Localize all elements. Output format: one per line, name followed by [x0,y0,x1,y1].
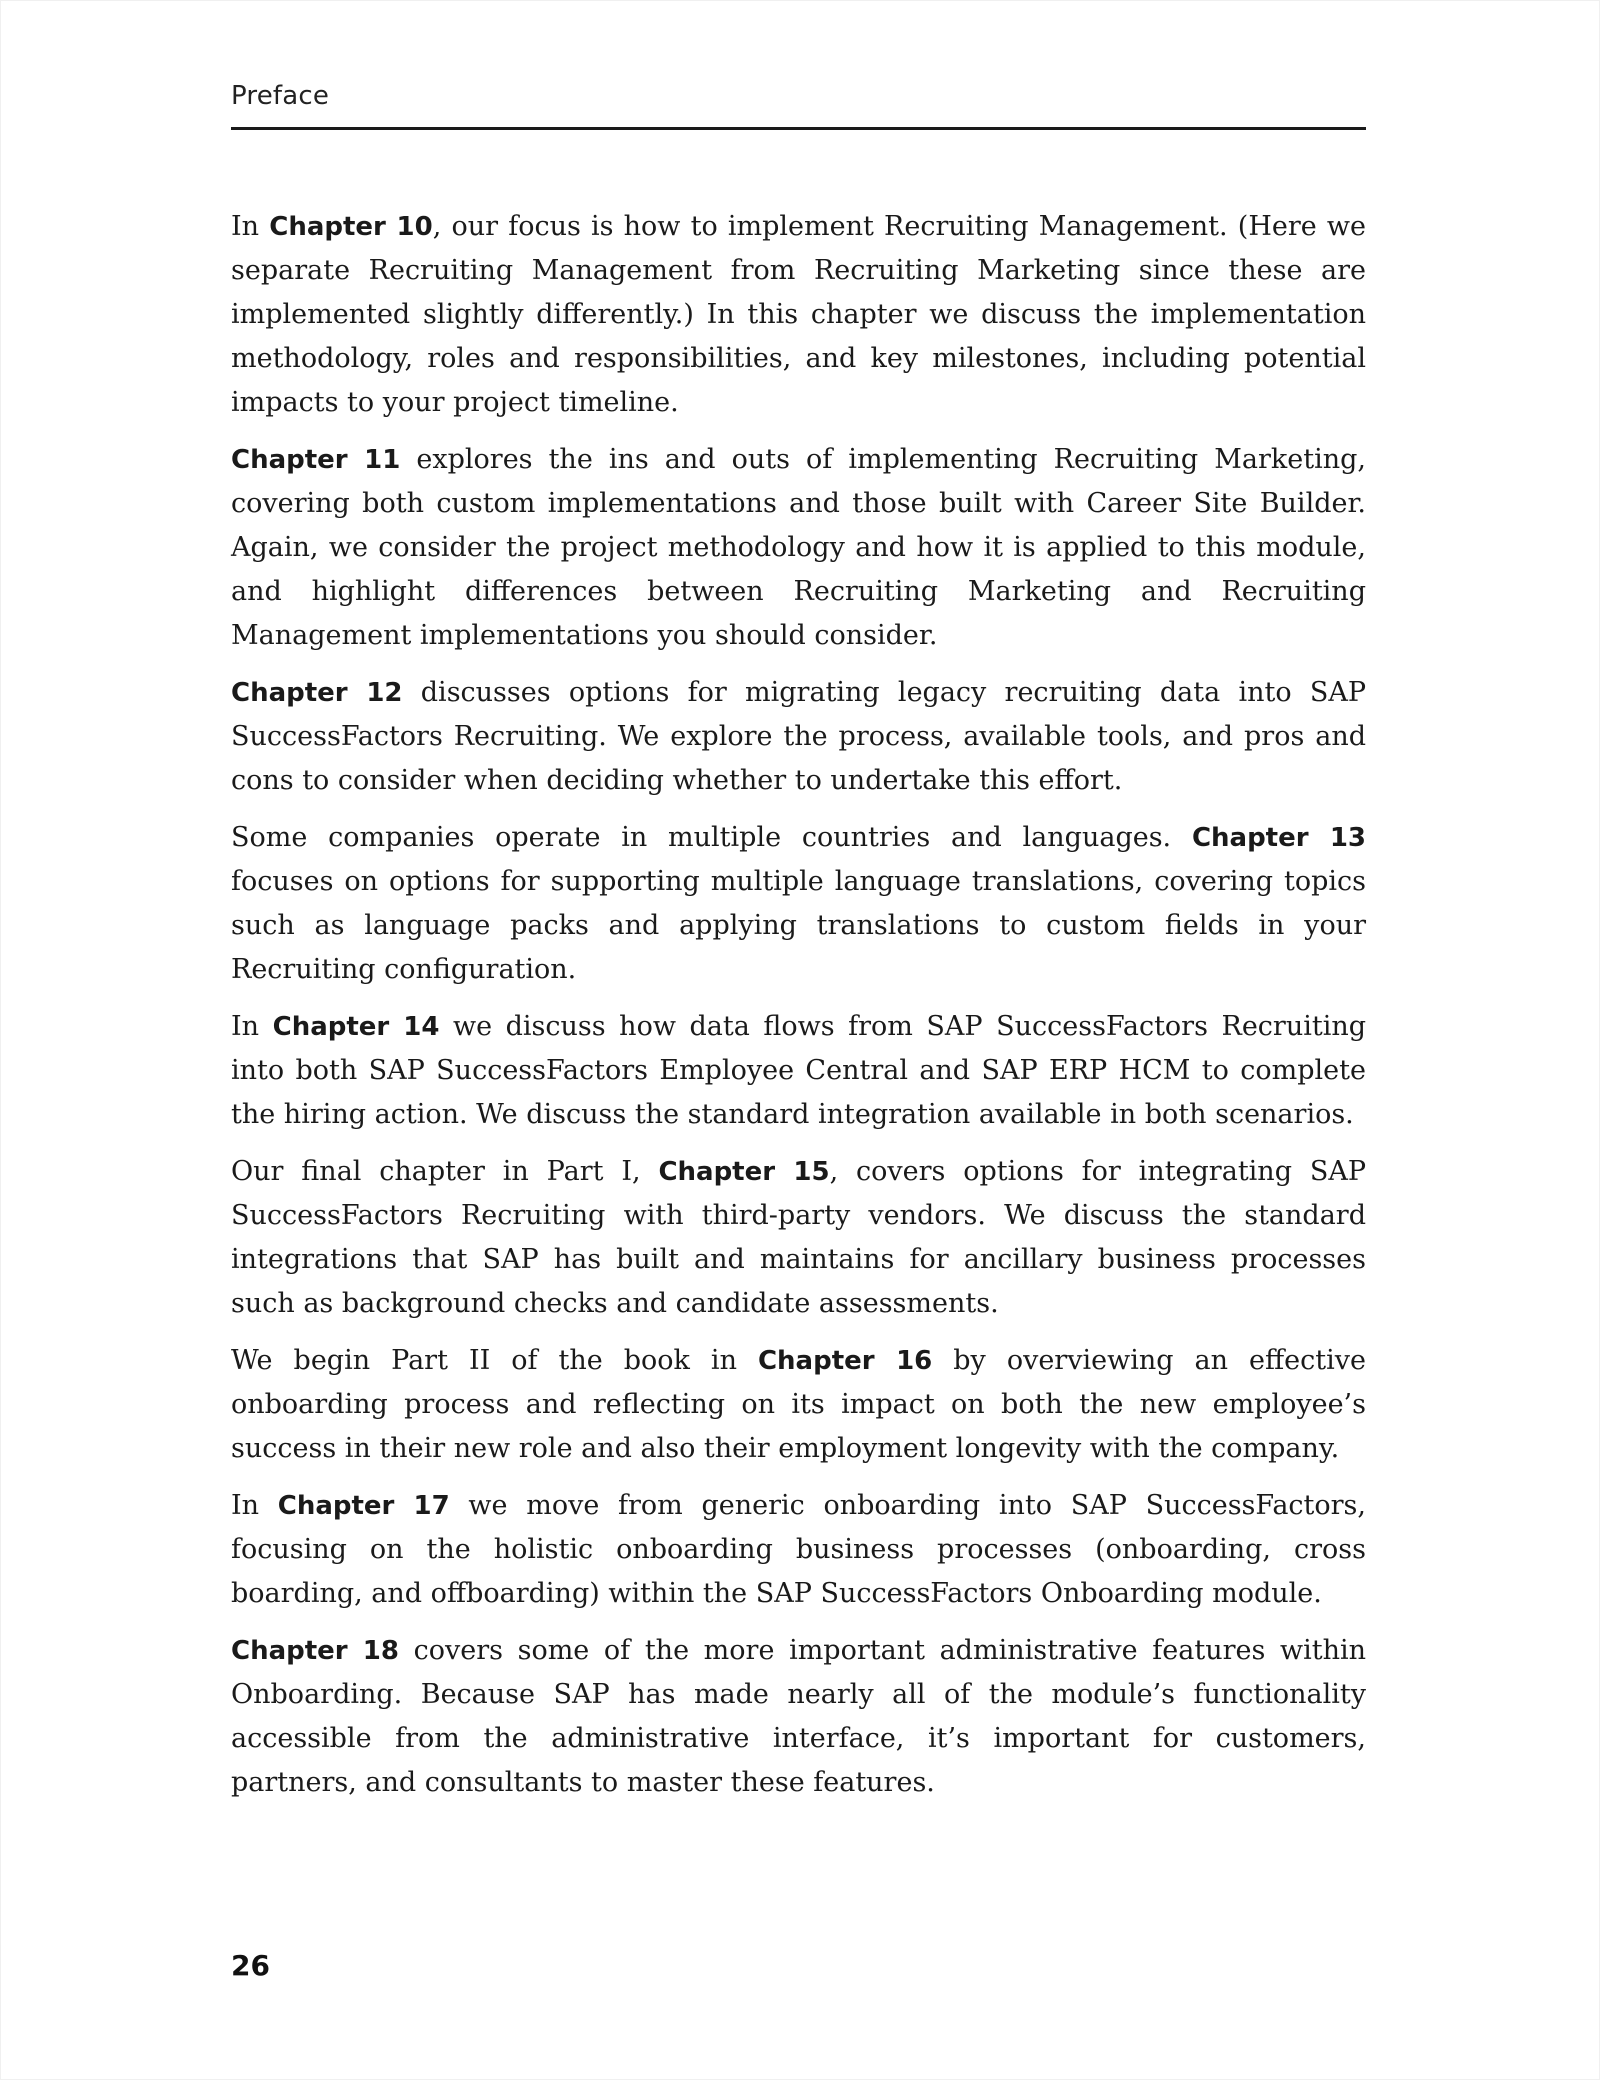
header-rule [231,127,1366,130]
paragraph-chapter-13: Some companies operate in multiple countries and languages. Chapter 13 focuses on options for supporting multiple language translations, covering topics such as language packs and applying translations to custom fields in your Recruiting configuration. [231,822,1367,985]
chapter-ref: Chapter 16 [757,1346,933,1376]
paragraph-chapter-10: In Chapter 10, our focus is how to implement Recruiting Management. (Here we separate Recruiting Management from Recruiting Marketing since these are implemented slightly differently.) In this chapter we discuss the implementation methodology, roles and responsibilities, and key milestones, including potential impacts to your project timeline. [231,211,1366,418]
chapter-ref: Chapter 18 [231,1636,399,1666]
chapter-ref: Chapter 14 [272,1012,440,1042]
paragraph-chapter-15: Our final chapter in Part I, Chapter 15, covers options for integrating SAP SuccessFactors Recruiting with third-party vendors. We discuss the standard integrations that SAP has built and maintains for ancillary business processes such as background checks and candidate assessments. [231,1156,1366,1319]
chapter-ref: Chapter 13 [1191,823,1367,853]
paragraph-chapter-17: In Chapter 17 we move from generic onboarding into SAP SuccessFactors, focusing on the holistic onboarding business processes (onboarding, cross boarding, and offboarding) within the SAP SuccessFactors Onboarding module. [231,1490,1366,1609]
chapter-ref: Chapter 11 [231,445,401,475]
chapter-ref: Chapter 15 [658,1157,830,1187]
paragraph-chapter-16: We begin Part II of the book in Chapter 16 by overviewing an effective onboarding process and reflecting on its impact on both the new employee’s success in their new role and also their employment longevity with the company. [231,1345,1366,1464]
paragraph-chapter-14: In Chapter 14 we discuss how data flows from SAP SuccessFactors Recruiting into both SAP SuccessFactors Employee Central and SAP ERP HCM to complete the hiring action. We discuss the standard integration available in both scenarios. [231,1011,1367,1130]
body-text [231,205,1366,1818]
paragraph-chapter-11: Chapter 11 explores the ins and outs of implementing Recruiting Marketing, covering both custom implementations and those built with Career Site Builder. Again, we consider the project methodology and how it is applied to this module, and highlight differences between Recruiting Marketing and Recruiting Management implementations you should consider. [231,444,1366,651]
chapter-ref: Chapter 12 [231,678,403,708]
chapter-ref: Chapter 10 [269,212,433,242]
paragraph-chapter-18: Chapter 18 covers some of the more important administrative features within Onboarding. Because SAP has made nearly all of the module’s functionality accessible from the administrative interface, it’s important for customers, partners, and consultants to master these features. [231,1635,1367,1798]
chapter-ref: Chapter 17 [277,1491,450,1521]
running-head: Preface [231,81,330,111]
paragraph-chapter-12: Chapter 12 discusses options for migrating legacy recruiting data into SAP SuccessFactors Recruiting. We explore the process, available tools, and pros and cons to consider when deciding whether to undertake this effort. [231,677,1366,796]
page-number: 26 [231,1949,270,1982]
